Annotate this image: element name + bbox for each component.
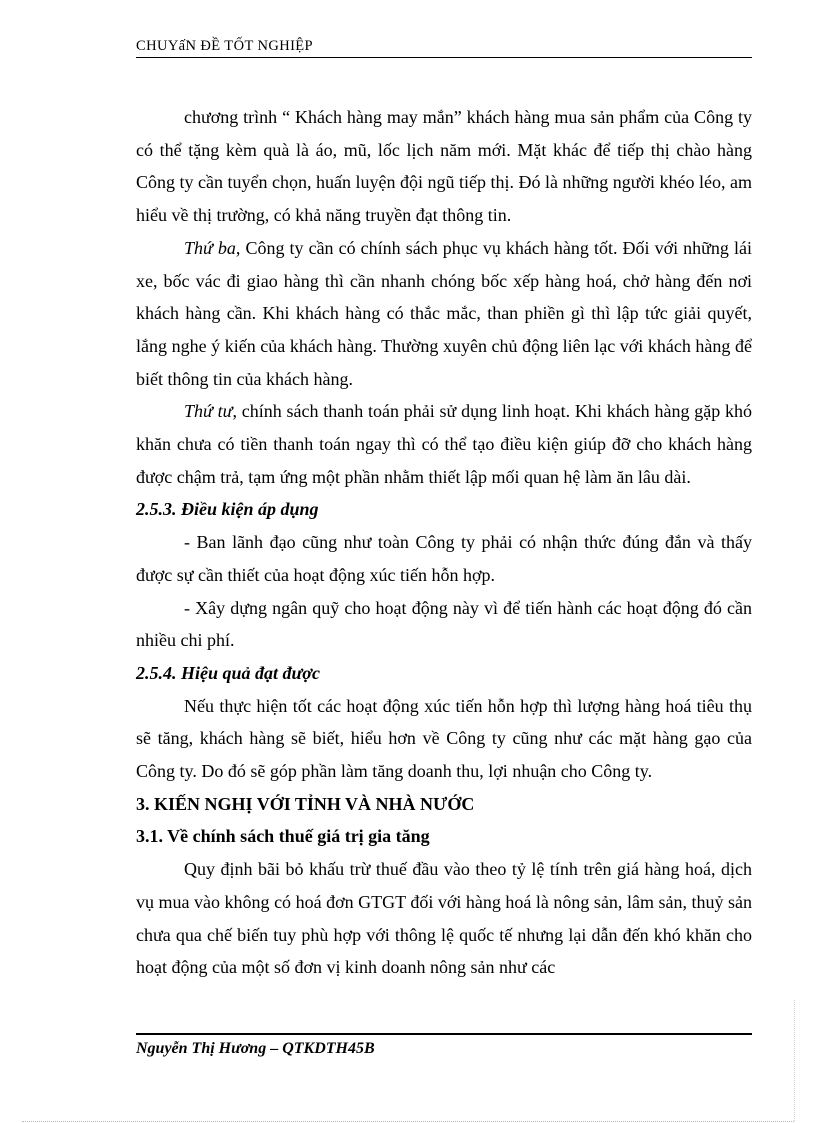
paragraph-condition-2: - Xây dựng ngân quỹ cho hoạt động này vì để tiến hành các hoạt động đó cần nhiều chi phí.	[136, 597, 752, 651]
heading-2-5-3: 2.5.3. Điều kiện áp dụng	[136, 499, 319, 520]
paragraph-text: , chính sách thanh toán phải sử dụng linh hoạt. Khi khách hàng gặp khó khăn chưa có tiền thanh toán ngay thì có thể tạo điều kiện giúp đỡ cho khách hàng được chậm trả, tạm ứng một phần nhằm thiết lập mối quan hệ làm ăn lâu dài.	[136, 401, 753, 487]
paragraph-condition-1: - Ban lãnh đạo cũng như toàn Công ty phải có nhận thức đúng đắn và thấy được sự cần thiết của hoạt động xúc tiến hỗn hợp.	[136, 532, 752, 585]
paragraph-effect: Nếu thực hiện tốt các hoạt động xúc tiến hỗn hợp thì lượng hàng hoá tiêu thụ sẽ tăng, khách hàng sẽ biết, hiểu hơn về Công ty cũng như các mặt hàng gạo của Công ty. Do đó sẽ góp phần làm tăng doanh thu, lợi nhuận cho Công ty.	[136, 695, 752, 782]
paragraph-text: , Công ty cần có chính sách phục vụ khách hàng tốt. Đối với những lái xe, bốc vác đi giao hàng thì cần nhanh chóng bốc xếp hàng hoá, chở hàng đến nơi khách hàng cần. Khi khách hàng có thắc mắc, than phiền gì thì lập tức giải quyết, lắng nghe ý kiến của khách hàng. Thường xuyên chủ động liên lạc với khách hàng để biết thông tin của khách hàng.	[136, 237, 752, 389]
page-header: CHUYấN ĐỀ TỐT NGHIỆP	[136, 38, 314, 54]
heading-section-3: 3. KIẾN NGHỊ VỚI TỈNH VÀ NHÀ NƯỚC	[136, 793, 475, 814]
paragraph-promotion: chương trình “ Khách hàng may mắn” khách hàng mua sản phẩm của Công ty có thể tặng kèm quà là áo, mũ, lốc lịch năm mới. Mặt khác để tiếp thị chào hàng Công ty cần tuyển chọn, huấn luyện đội ngũ tiếp thị. Đó là những người khéo léo, am hiểu về thị trường, có khả năng truyền đạt thông tin.	[136, 107, 752, 226]
paragraph-thu-tu	[136, 395, 752, 493]
paragraph-lead-italic: Thứ ba	[184, 237, 236, 258]
heading-2-5-4: 2.5.4. Hiệu quả đạt được	[136, 662, 320, 683]
paragraph-thu-ba	[136, 232, 752, 396]
document-body	[136, 101, 752, 984]
footer-rule	[136, 1033, 752, 1035]
header-rule	[136, 57, 752, 58]
page-edge-right	[794, 1000, 795, 1121]
page-edge-bottom	[22, 1121, 794, 1122]
paragraph-lead-italic: Thứ tư	[184, 401, 233, 422]
page-footer: Nguyễn Thị Hương – QTKDTH45B	[136, 1040, 375, 1057]
heading-3-1: 3.1. Về chính sách thuế giá trị gia tăng	[136, 826, 430, 847]
paragraph-vat-policy: Quy định bãi bỏ khấu trừ thuế đầu vào theo tỷ lệ tính trên giá hàng hoá, dịch vụ mua vào không có hoá đơn GTGT đối với hàng hoá là nông sản, lâm sản, thuỷ sản chưa qua chế biến tuy phù hợp với thông lệ quốc tế nhưng lại dẫn đến khó khăn cho hoạt động của một số đơn vị kinh doanh nông sản như các	[136, 859, 752, 978]
